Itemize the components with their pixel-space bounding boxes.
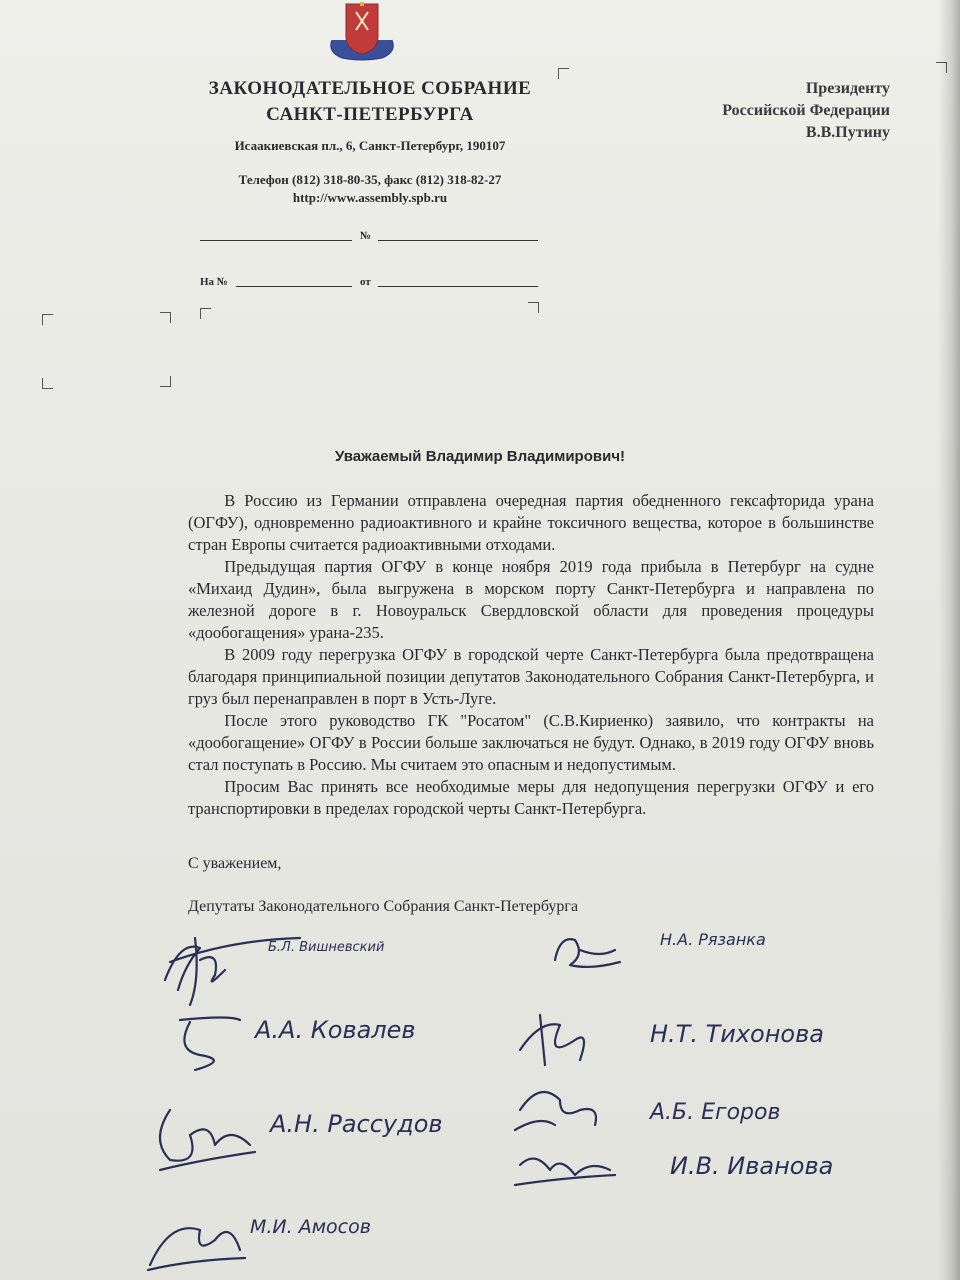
org-name-line1: ЗАКОНОДАТЕЛЬНОЕ СОБРАНИЕ bbox=[208, 78, 532, 99]
signatories-line: Депутаты Законодательного Собрания Санкт-Петербурга bbox=[188, 898, 579, 915]
corner-mark bbox=[160, 376, 171, 387]
corner-mark bbox=[42, 314, 53, 325]
body-paragraph: После этого руководство ГК "Росатом" (С.В.Кириенко) заявило, что контракты на «дообогащение» ОГФУ в России больше заключаться не будут. Однако, в 2019 году ОГФУ вновь стал поступать в Россию. Мы считаем это опасным и недопустимым. bbox=[188, 711, 874, 774]
signatory-name: Б.Л. Вишневский bbox=[268, 940, 385, 955]
signature-scribble bbox=[180, 1018, 240, 1071]
recipient-block bbox=[640, 78, 890, 144]
signature-scribble bbox=[148, 1228, 245, 1270]
signatory-name: А.Н. Рассудов bbox=[270, 1110, 443, 1138]
registration-number-line bbox=[378, 240, 538, 241]
signatory-name: М.И. Амосов bbox=[250, 1216, 371, 1238]
signature-scribble bbox=[515, 1159, 615, 1185]
signature-scribble bbox=[555, 939, 620, 967]
corner-mark bbox=[558, 68, 569, 79]
recipient-line3: В.В.Путину bbox=[805, 124, 890, 141]
signatures-area bbox=[0, 920, 960, 1280]
body-paragraph: Предыдущая партия ОГФУ в конце ноября 2019 года прибыла в Петербург на судне «Михаид Дудин», была выгружена в морском порту Санкт-Петербурга и направлена по железной дороге в г. Новоуральск Свердловской области для проведения процедуры «дообогащения» урана-235. bbox=[188, 557, 874, 642]
org-name-line2: САНКТ-ПЕТЕРБУРГА bbox=[266, 104, 474, 125]
registration-number-label: № bbox=[360, 230, 372, 242]
reply-from-date-line bbox=[378, 286, 538, 287]
signatory-name: Н.А. Рязанка bbox=[660, 930, 766, 949]
signature-scribble bbox=[160, 1110, 255, 1170]
recipient-line2: Российской Федерации bbox=[722, 102, 890, 119]
reply-to-label: На № bbox=[200, 276, 228, 288]
salutation: Уважаемый Владимир Владимирович! bbox=[334, 448, 626, 465]
reply-to-number-line bbox=[236, 286, 352, 287]
closing-phrase: С уважением, bbox=[188, 855, 282, 872]
org-phone-fax: Телефон (812) 318-80-35, факс (812) 318-82-27 bbox=[238, 172, 502, 187]
signature-scribble bbox=[515, 1092, 596, 1130]
city-emblem-icon bbox=[322, 0, 402, 62]
corner-mark bbox=[160, 312, 171, 323]
signature-scribble bbox=[520, 1015, 584, 1065]
signature-strokes bbox=[0, 920, 960, 1280]
recipient-line1: Президенту bbox=[805, 80, 890, 97]
org-website: http://www.assembly.spb.ru bbox=[292, 190, 448, 205]
org-address: Исаакиевская пл., 6, Санкт-Петербург, 190107 bbox=[234, 138, 506, 153]
signatory-name: А.Б. Егоров bbox=[650, 1100, 781, 1125]
corner-mark bbox=[42, 378, 53, 389]
signatory-name: А.А. Ковалев bbox=[255, 1016, 416, 1044]
registration-date-line bbox=[200, 240, 352, 241]
body-paragraph: В Россию из Германии отправлена очередная партия обедненного гексафторида урана (ОГФУ), одновременно радиоактивного и крайне токсичного вещества, которое в большинстве стран Европы считается радиоактивными отходами. bbox=[188, 491, 874, 554]
body-paragraph: В 2009 году перегрузка ОГФУ в городской черте Санкт-Петербурга была предотвращена благодаря принципиальной позиции депутатов Законодательного Собрания Санкт-Петербурга, и груз был перенаправлен в порт в Усть-Луге. bbox=[188, 645, 874, 708]
body-paragraph: Просим Вас принять все необходимые меры для недопущения перегрузки ОГФУ и его транспортировки в пределах городской черты Санкт-Петербурга. bbox=[188, 777, 874, 818]
reply-from-label: от bbox=[360, 276, 371, 288]
letter-body bbox=[188, 490, 874, 820]
signatory-name: Н.Т. Тихонова bbox=[650, 1020, 824, 1048]
corner-mark bbox=[200, 308, 211, 319]
signatory-name: И.В. Иванова bbox=[670, 1152, 834, 1180]
page-edge-shadow bbox=[938, 0, 960, 1280]
corner-mark bbox=[528, 302, 539, 313]
